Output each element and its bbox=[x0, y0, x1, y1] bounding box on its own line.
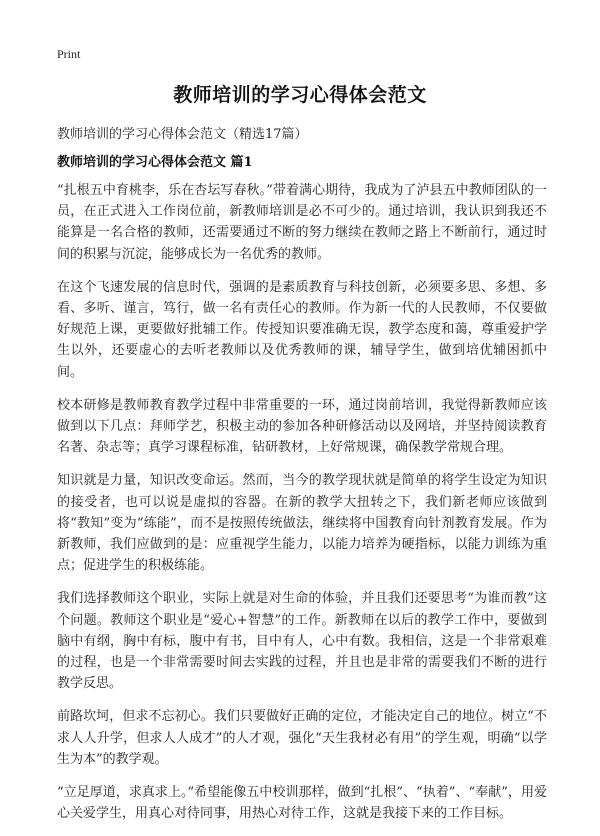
paragraph: 校本研修是教师教育教学过程中非常重要的一环，通过岗前培训，我觉得新教师应该做到以下几点：拜师学艺，积极主动的参加各种研修活动以及网培，并坚持阅读教育名著、杂志等；真学习课程标准，钻研教材，上好常规课，确保教学常规合理。 bbox=[57, 397, 547, 456]
paragraph: 前路坎坷，但求不忘初心。我们只要做好正确的定位，才能决定自己的地位。树立“不求人人升学，但求人人成才”的人才观，强化“天生我材必有用”的学生观，明确“以学生为本”的教学观。 bbox=[57, 709, 547, 767]
page-title: 教师培训的学习心得体会范文 bbox=[173, 84, 427, 106]
document-subtitle: 教师培训的学习心得体会范文（精选17篇） bbox=[57, 127, 308, 142]
paragraph: 知识就是力量，知识改变命运。然而，当今的教学现状就是简单的将学生设定为知识的接受者，也可以说是虚拟的容器。在新的教学大扭转之下，我们新老师应该做到将“教知”变为“练能”，而不是按照传统做法，继续将中国教育向针剂教育发展。作为新教师，我们应做到的是：应重视学生能力，以能力培养为硬指标，以能力训练为重点；促进学生的积极练能。 bbox=[57, 473, 547, 574]
section-title: 教师培训的学习心得体会范文 篇1 bbox=[57, 155, 253, 170]
paragraph: 我们选择教师这个职业，实际上就是对生命的体验，并且我们还要思考“为谁而教”这个问题。教师这个职业是“爱心+智慧”的工作。新教师在以后的教学工作中，要做到脑中有纲，胸中有标，腹中有书，目中有人，心中有数。我相信，这是一个非常艰难的过程，也是一个非常需要时间去实践的过程，并且也是非常的需要我们不断的进行教学反思。 bbox=[57, 591, 547, 692]
article-body bbox=[57, 180, 547, 836]
paragraph: “立足厚道，求真求上。”希望能像五中校训那样，做到“扎根”、“执着”、“奉献”，用爱心关爱学生，用真心对待同事，用热心对待工作，这就是我接下来的工作目标。 bbox=[57, 785, 547, 822]
paragraph: “扎根五中育桃李，乐在杏坛写春秋。”带着满心期待，我成为了泸县五中教师团队的一员，在正式进入工作岗位前，新教师培训是必不可少的。通过培训，我认识到我还不能算是一名合格的教师，还需要通过不断的努力继续在教师之路上不断前行，通过时间的积累与沉淀，能够成长为一名优秀的教师。 bbox=[57, 183, 547, 262]
print-link[interactable]: Print bbox=[57, 47, 81, 61]
paragraph: 在这个飞速发展的信息时代，强调的是素质教育与科技创新，必须要多思、多想、多看、多听、谨言，笃行，做一名有责任心的教师。作为新一代的人民教师，不仅要做好规范上课，更要做好批辅工作。传授知识要准确无误，教学态度和蔼，尊重爱护学生以外，还要虚心的去听老教师以及优秀教师的课，辅导学生，做到培优辅困抓中间。 bbox=[57, 279, 547, 380]
